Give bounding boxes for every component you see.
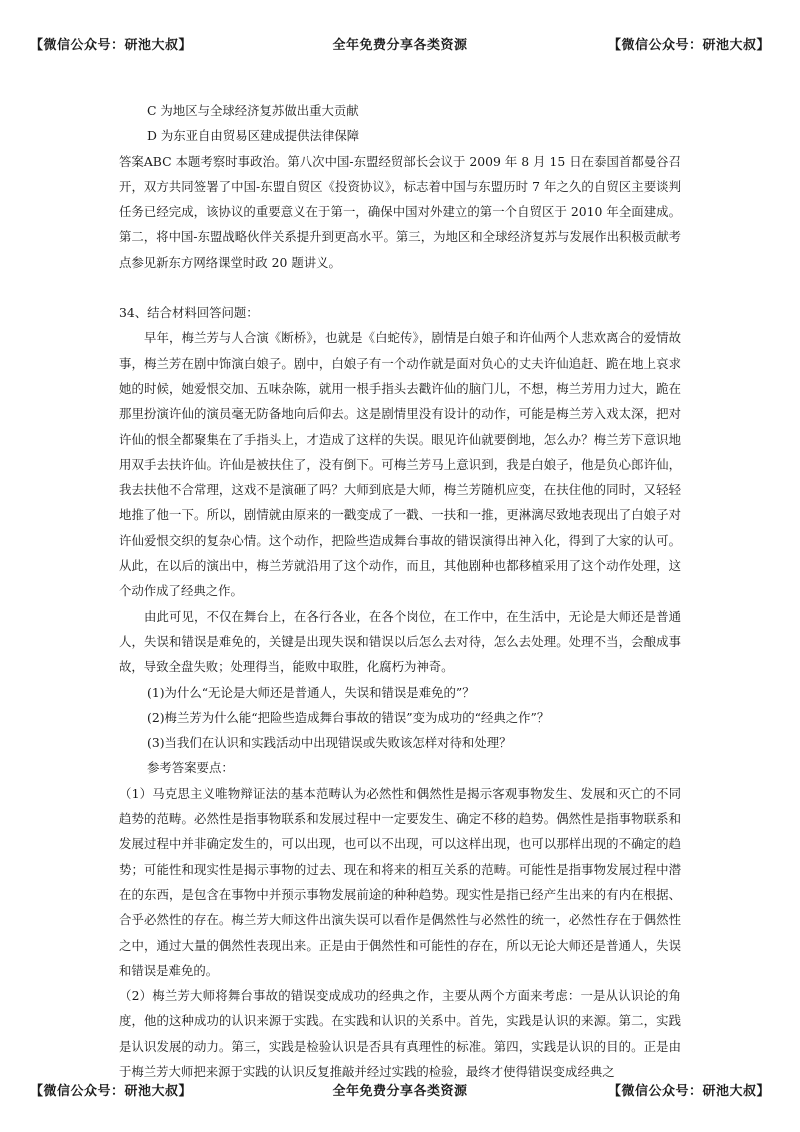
footer-left-text: 【微信公众号：研池大叔】 <box>30 1084 193 1099</box>
q34-reference-label: 参考答案要点： <box>147 760 234 776</box>
q34-question-3: (3)当我们在认识和实践活动中出现错误或失败该怎样对待和处理？ <box>147 735 512 751</box>
document-body <box>119 98 681 1084</box>
header-right-text: 【微信公众号：研池大叔】 <box>607 38 770 53</box>
page-header <box>0 34 800 60</box>
q34-answer-1: （1）马克思主义唯物辩证法的基本范畴认为必然性和偶然性是揭示客观事物发生、发展和灭亡的不同趋势的范畴。必然性是指事物联系和发展过程中一定要发生、确定不移的趋势。偶然性是指事物联系和发展过程中并非确定发生的，可以出现，也可以不出现，可以这样出现，也可以那样出现的不确定的趋势；可能性和现实性是揭示事物的过去、现在和将来的相互关系的范畴。可能性是指事物发展过程中潜在的东西，是包含在事物中并预示事物发展前途的种种趋势。现实性是指已经产生出来的有内在根据、合乎必然性的存在。梅兰芳大师这件出演失误可以看作是偶然性与必然性的统一，必然性存在于偶然性之中，通过大量的偶然性表现出来。正是由于偶然性和可能性的存在，所以无论大师还是普通人，失误和错误是难免的。 <box>119 785 681 978</box>
q33-option-d: D 为东亚自由贸易区建成提供法律保障 <box>147 128 360 144</box>
q34-answer-2: （2）梅兰芳大师将舞台事故的错误变成成功的经典之作，主要从两个方面来考虑：一是从认识论的角度，他的这种成功的认识来源于实践。在实践和认识的关系中。首先，实践是认识的来源。第二，实践是认识发展的动力。第三，实践是检验认识是否具有真理性的标准。第四，实践是认识的目的。正是由于梅兰芳大师把来源于实践的认识反复推敲并经过实践的检验，最终才使得错误变成经典之 <box>119 988 681 1079</box>
q34-question-1: (1)为什么“无论是大师还是普通人，失误和错误是难免的”？ <box>147 684 475 700</box>
footer-right-text: 【微信公众号：研池大叔】 <box>607 1084 770 1099</box>
q34-title: 34、结合材料回答问题： <box>119 305 259 321</box>
section-gap <box>119 275 681 300</box>
footer-center-text: 全年免费分享各类资源 <box>332 1084 468 1099</box>
q33-answer: 答案ABC 本题考察时事政治。第八次中国-东盟经贸部长会议于 2009 年 8 月 15 日在泰国首都曼谷召开，双方共同签署了中国-东盟自贸区《投资协议》，标志着中国与东盟历时 7 年之久的自贸区主要谈判任务已经完成，该协议的重要意义在于第一，确保中国对外建立的第一个自贸区于 2010 年全面建成。第二，将中国-东盟战略伙伴关系提升到更高水平。第三，为地区和全球经济复苏与发展作出积极贡献考点参见新东方网络课堂时政 20 题讲义。 <box>119 153 681 270</box>
q34-question-2: (2)梅兰芳为什么能“把险些造成舞台事故的错误”变为成功的“经典之作”？ <box>147 709 550 725</box>
page-footer <box>0 1080 800 1106</box>
header-center-text: 全年免费分享各类资源 <box>332 38 468 53</box>
q33-option-c: C 为地区与全球经济复苏做出重大贡献 <box>147 103 359 118</box>
q34-material-paragraph-2: 由此可见，不仅在舞台上，在各行各业，在各个岗位，在工作中，在生活中，无论是大师还是普通人，失误和错误是难免的，关键是出现失误和错误以后怎么去对待，怎么去处理。处理不当，会酿成事故，导致全盘失败；处理得当，能败中取胜，化腐朽为神奇。 <box>119 608 681 675</box>
header-left-text: 【微信公众号：研池大叔】 <box>30 38 193 53</box>
q34-material-paragraph-1: 早年，梅兰芳与人合演《断桥》，也就是《白蛇传》，剧情是白娘子和许仙两个人悲欢离合的爱情故事，梅兰芳在剧中饰演白娘子。剧中，白娘子有一个动作就是面对负心的丈夫许仙追赶、跪在地上哀求她的时候，她爱恨交加、五味杂陈，就用一根手指头去戳许仙的脑门儿，不想，梅兰芳用力过大，跪在那里扮演许仙的演员毫无防备地向后仰去。这是剧情里没有设计的动作，可能是梅兰芳入戏太深，把对许仙的恨全都聚集在了手指头上，才造成了这样的失误。眼见许仙就要倒地，怎么办？梅兰芳下意识地用双手去扶许仙。许仙是被扶住了，没有倒下。可梅兰芳马上意识到，我是白娘子，他是负心郎许仙，我去扶他不合常理，这戏不是演砸了吗？大师到底是大师，梅兰芳随机应变，在扶住他的同时，又轻轻地推了他一下。所以，剧情就由原来的一戳变成了一戳、一扶和一推，更淋漓尽致地表现出了白娘子对许仙爱恨交织的复杂心情。这个动作，把险些造成舞台事故的错误演得出神入化，得到了大家的认可。从此，在以后的演出中，梅兰芳就沿用了这个动作，而且，其他剧种也都移植采用了这个动作处理，这个动作成了经典之作。 <box>119 330 681 599</box>
